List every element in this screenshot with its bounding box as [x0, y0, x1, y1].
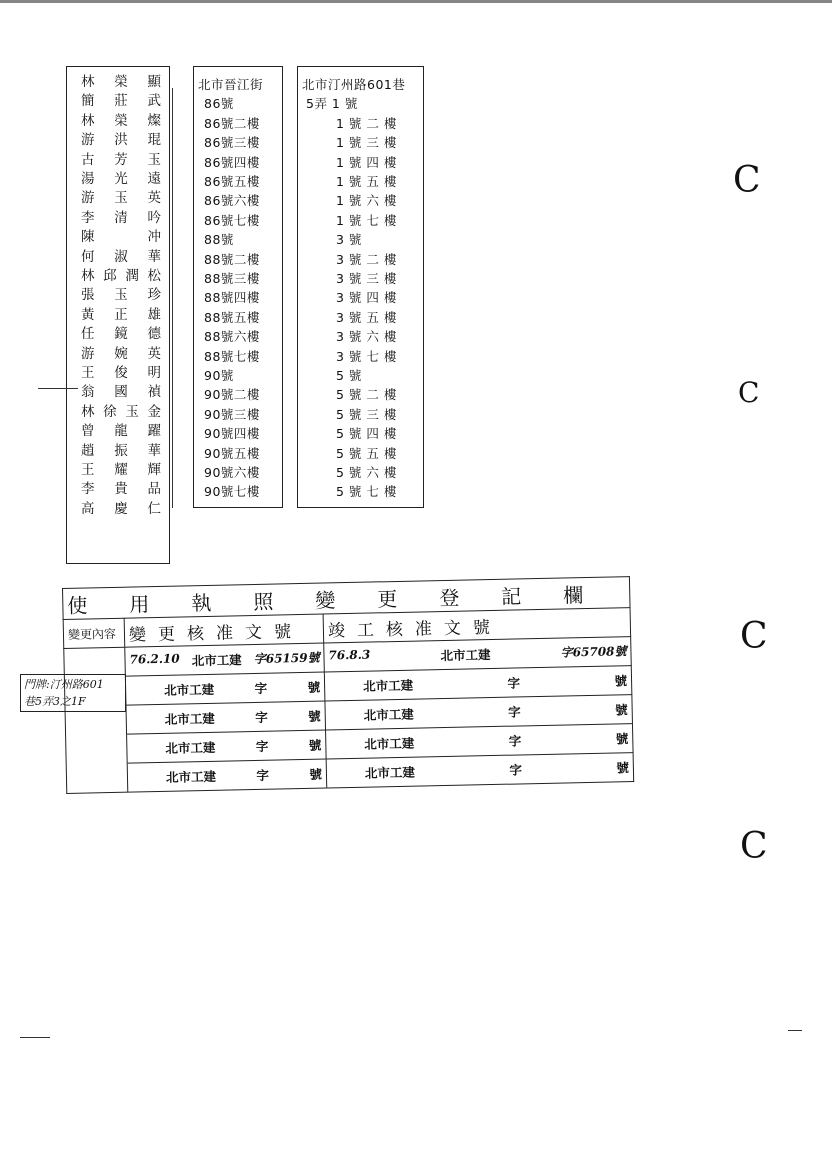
- owner-name-char: 明: [147, 365, 161, 381]
- address-line: 北市晉江街: [198, 77, 264, 92]
- address-line: 5 號 二 樓: [336, 387, 397, 403]
- address-line: 86號四樓: [204, 154, 260, 170]
- office-label: 北市工建: [164, 710, 215, 727]
- owner-name: [81, 112, 161, 131]
- office-label: 北市工建: [364, 764, 416, 781]
- address-line: 88號: [204, 232, 234, 248]
- license-change-table: [62, 578, 630, 828]
- address-line: 86號五樓: [204, 174, 260, 189]
- owner-name-char: 游: [81, 190, 95, 207]
- office-label: 北市工建: [363, 706, 414, 723]
- owner-name: [81, 364, 161, 383]
- owner-name: [81, 248, 161, 267]
- owner-name-char: 李: [81, 209, 95, 226]
- owner-name: [81, 383, 161, 402]
- address-line: 1 號 四 樓: [336, 154, 397, 170]
- owner-name-char: 德: [147, 326, 161, 343]
- hao-label: 號: [307, 679, 321, 695]
- address-line: 90號七樓: [204, 484, 260, 500]
- stamp-line: 門牌:汀州路601: [24, 678, 104, 691]
- owner-name-char: 榮: [114, 112, 128, 129]
- owner-name-char: 古: [81, 151, 95, 168]
- owner-name: [81, 461, 161, 480]
- owner-name-char: 簡: [81, 93, 95, 110]
- zi-label: 字: [507, 675, 521, 691]
- table-title: 使用執照變更登記欄: [63, 577, 631, 620]
- owner-name-char: 曾: [81, 423, 95, 440]
- office-label: 北市工建: [165, 739, 216, 756]
- owner-name-char: 任: [81, 326, 95, 343]
- owner-name: [81, 189, 161, 208]
- scan-speck: [20, 1037, 50, 1038]
- owner-name-char: 輝: [147, 462, 161, 478]
- owner-name-char: 燦: [147, 112, 161, 129]
- address-line: 3 號 七 樓: [336, 348, 397, 364]
- owner-name: [81, 480, 161, 499]
- address-column-jinjiang: [193, 66, 283, 508]
- owner-name: [81, 325, 161, 344]
- owner-name-char: 遠: [147, 171, 161, 187]
- owner-name-char: 王: [81, 365, 95, 381]
- bracket-line: [172, 88, 183, 508]
- zi-label: 字: [255, 709, 268, 725]
- change-date: 76.2.10: [129, 651, 180, 667]
- owner-name-char: 莊: [114, 93, 128, 110]
- punch-hole-mark: C: [740, 616, 768, 657]
- hao-label: 號: [615, 731, 629, 747]
- owner-name: [81, 345, 161, 364]
- address-line: 86號二樓: [204, 115, 260, 131]
- owner-name-char: 顯: [147, 74, 161, 90]
- zi-label: 字: [508, 704, 521, 720]
- owner-name-char: 英: [147, 345, 161, 362]
- owner-name-char: 王: [81, 462, 95, 478]
- address-line: 86號六樓: [204, 193, 260, 209]
- owner-name-char: 金: [147, 403, 161, 420]
- address-line: 88號三樓: [204, 271, 260, 286]
- owner-name-char: 張: [81, 287, 95, 304]
- owner-name-char: 芳: [114, 151, 128, 168]
- address-line: 1 號 五 樓: [336, 174, 397, 189]
- owner-name-char: 禎: [147, 384, 161, 401]
- owner-name-char: 翁: [81, 384, 95, 401]
- owner-name: [81, 170, 161, 189]
- hao-label: 號: [308, 708, 321, 724]
- hao-label: 號: [308, 737, 322, 753]
- hao-label: 號: [309, 766, 323, 782]
- owner-name: [81, 306, 161, 325]
- owner-list: [66, 66, 170, 564]
- zi-label: 字: [509, 762, 523, 778]
- office-label: 北市工建: [165, 768, 217, 785]
- owner-name-char: 華: [147, 248, 161, 265]
- owner-name-char: 龍: [114, 423, 128, 440]
- address-line: 3 號 三 樓: [336, 271, 397, 286]
- completion-number: 字65708號: [560, 644, 627, 660]
- address-line: 90號二樓: [204, 387, 260, 403]
- owner-name: [81, 422, 161, 441]
- address-line: 3 號 六 樓: [336, 329, 397, 345]
- address-line: 86號: [204, 96, 234, 112]
- address-line: 1 號 二 樓: [336, 115, 397, 131]
- owner-name-char: 慶: [114, 500, 128, 517]
- address-line: 3 號 四 樓: [336, 290, 397, 306]
- owner-name-char: 陳: [81, 229, 95, 246]
- address-line: 3 號 五 樓: [336, 309, 397, 325]
- address-line: 88號六樓: [204, 329, 260, 345]
- scan-top-edge: [0, 0, 832, 3]
- address-line: 5 號: [336, 368, 362, 383]
- owner-name-char: 珍: [147, 287, 161, 304]
- address-line: 90號: [204, 368, 234, 383]
- address-column-tingzhou: [297, 66, 424, 508]
- address-line: 90號六樓: [204, 465, 260, 480]
- address-line: 5 號 七 樓: [336, 484, 397, 500]
- owner-name-char: 清: [114, 209, 128, 226]
- address-line: 88號四樓: [204, 290, 260, 306]
- header-change-content: 變更內容: [63, 618, 125, 648]
- owner-name: [81, 131, 161, 150]
- office-label: 北市工建: [164, 681, 215, 698]
- owner-name-char: 武: [147, 93, 161, 110]
- owner-name-char: 玉: [147, 151, 161, 168]
- office-label: 北市工建: [364, 735, 415, 752]
- owner-name-char: 黃: [81, 306, 95, 323]
- owner-name: [81, 500, 161, 519]
- office-label: 北市工建: [191, 652, 242, 669]
- owner-name: [81, 209, 161, 228]
- owner-name-char: 洪: [114, 132, 128, 149]
- owner-name-char: 李: [81, 481, 95, 498]
- address-line: 88號五樓: [204, 309, 260, 325]
- owner-name: [81, 403, 161, 422]
- hao-label: 號: [614, 673, 628, 689]
- owner-name-char: 正: [114, 306, 128, 323]
- address-line: 5 號 四 樓: [336, 426, 397, 442]
- zi-label: 字: [254, 680, 268, 696]
- address-line: 90號四樓: [204, 426, 260, 442]
- owner-name-char: 何: [81, 248, 95, 265]
- owner-name-char: 林: [81, 112, 95, 129]
- address-line: 1 號 六 樓: [336, 193, 397, 209]
- owner-name-char: 華: [147, 442, 161, 459]
- office-label: 北市工建: [440, 647, 491, 664]
- owner-name-char: 林: [81, 268, 95, 284]
- office-label: 北市工建: [362, 677, 414, 694]
- address-line: 5 號 三 樓: [336, 406, 397, 422]
- stamp-line: 巷5弄3之1F: [24, 695, 86, 708]
- address-line: 1 號 三 樓: [336, 135, 397, 151]
- owner-name-char: 林: [81, 403, 95, 420]
- owner-name-char: 林: [81, 74, 95, 90]
- header-completion-approval: 竣工核准文號: [323, 608, 631, 643]
- address-line: 5 號 五 樓: [336, 445, 397, 461]
- owner-name-char: 游: [81, 132, 95, 149]
- owner-name-char: 琨: [147, 132, 161, 149]
- owner-name-char: 湯: [81, 171, 95, 187]
- owner-name-char: 光: [114, 171, 128, 187]
- owner-name: [81, 442, 161, 461]
- zi-label: 字: [255, 738, 269, 754]
- change-number: 字65159號: [253, 650, 320, 666]
- address-line: 5 號 六 樓: [336, 465, 397, 480]
- address-line: 86號三樓: [204, 135, 260, 151]
- header-change-approval: 變更核准文號: [124, 614, 324, 647]
- owner-name-char: 躍: [147, 423, 161, 440]
- owner-name: [81, 151, 161, 170]
- owner-name-char: 冲: [147, 229, 161, 246]
- owner-name-char: 鏡: [114, 326, 128, 343]
- punch-hole-mark: C: [740, 826, 768, 867]
- scan-speck: [38, 388, 78, 389]
- owner-name-char: 潤: [125, 268, 139, 284]
- owner-name-char: 俊: [114, 365, 128, 381]
- owner-name-char: 玉: [114, 287, 128, 304]
- owner-name-char: 玉: [114, 190, 128, 207]
- owner-name: [81, 92, 161, 111]
- owner-name-char: 淑: [114, 248, 128, 265]
- owner-name-char: 高: [81, 500, 95, 517]
- address-line: 90號三樓: [204, 406, 260, 422]
- address-line: 3 號: [336, 232, 362, 248]
- address-line: 88號七樓: [204, 348, 260, 364]
- punch-hole-mark: C: [733, 160, 761, 201]
- owner-name-char: 游: [81, 345, 95, 362]
- scan-speck: [788, 1030, 802, 1031]
- owner-name-char: 國: [114, 384, 128, 401]
- zi-label: 字: [256, 767, 270, 783]
- owner-name: [81, 228, 161, 247]
- hao-label: 號: [614, 702, 628, 718]
- owner-name-char: 玉: [125, 403, 139, 420]
- completion-date: 76.8.3: [328, 647, 371, 663]
- hao-label: 號: [616, 760, 630, 776]
- owner-name-char: 仁: [147, 500, 161, 517]
- address-line: 88號二樓: [204, 251, 260, 267]
- owner-name: [81, 267, 161, 286]
- zi-label: 字: [508, 733, 522, 749]
- address-line: 5弄 1 號: [306, 96, 358, 112]
- owner-name-char: 婉: [114, 345, 128, 362]
- owner-name-char: 趙: [81, 442, 95, 459]
- owner-name-char: 耀: [114, 462, 128, 478]
- address-line: 3 號 二 樓: [336, 251, 397, 267]
- owner-name-char: 英: [147, 190, 161, 207]
- owner-name-char: 徐: [103, 403, 117, 420]
- address-line: 1 號 七 樓: [336, 212, 397, 228]
- owner-name: [81, 73, 161, 92]
- owner-name-char: 品: [147, 481, 161, 498]
- owner-name-char: 榮: [114, 74, 128, 90]
- owner-name-char: 松: [147, 268, 161, 284]
- address-note-stamp: [20, 674, 126, 712]
- owner-name-char: 雄: [147, 306, 161, 323]
- punch-hole-mark: C: [738, 376, 760, 409]
- address-line: 北市汀州路601巷: [302, 77, 406, 92]
- owner-name: [81, 286, 161, 305]
- address-line: 90號五樓: [204, 445, 260, 461]
- owner-name-char: 貴: [114, 481, 128, 498]
- owner-name-char: 振: [114, 442, 128, 459]
- owner-name-char: 邱: [103, 268, 117, 284]
- address-line: 86號七樓: [204, 212, 260, 228]
- owner-name-char: 吟: [147, 209, 161, 226]
